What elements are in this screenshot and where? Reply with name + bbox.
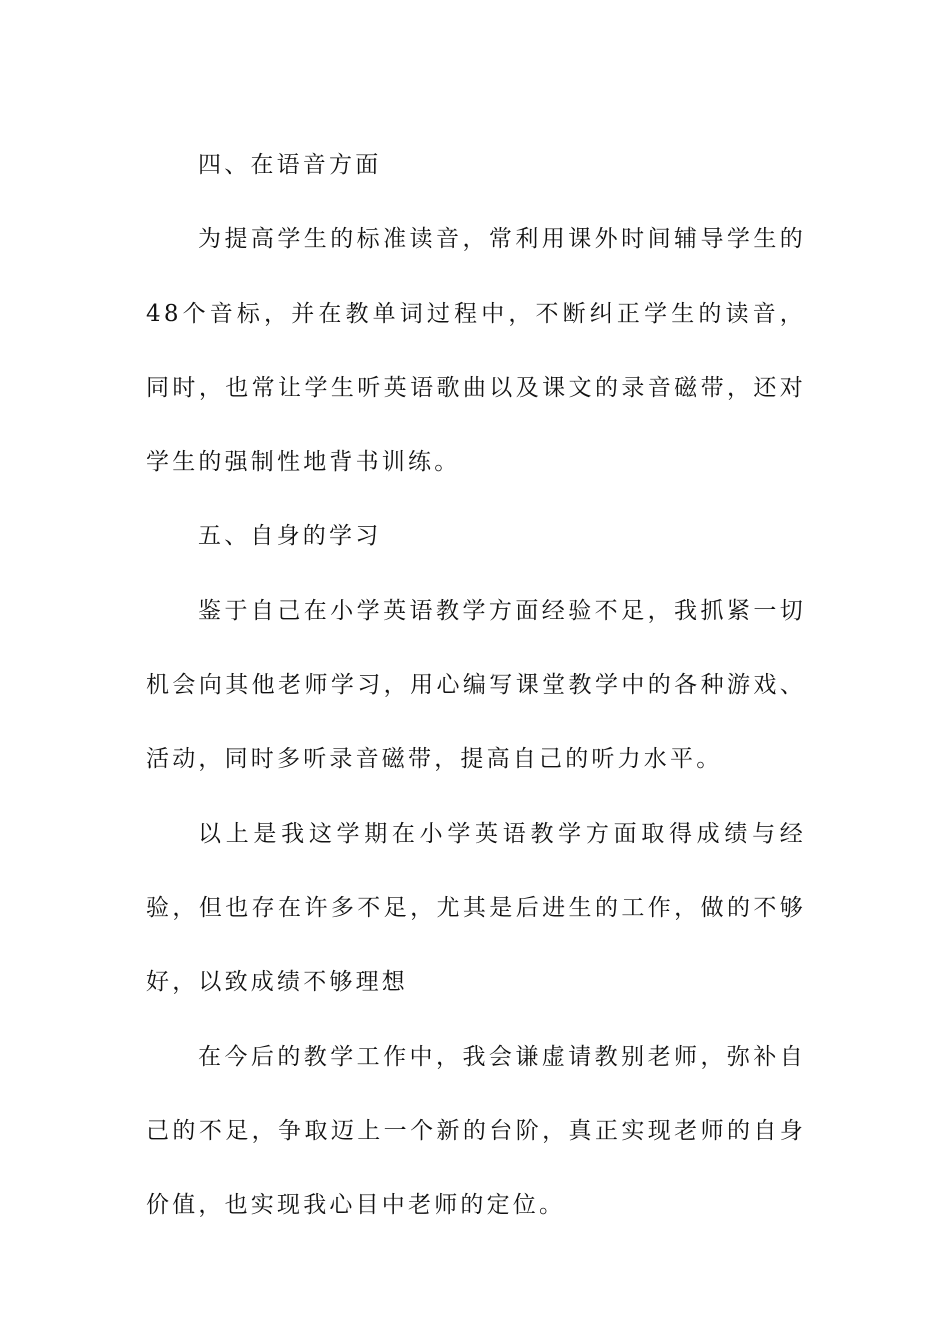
paragraph-self-study: 鉴于自己在小学英语教学方面经验不足，我抓紧一切机会向其他老师学习，用心编写课堂教学中的各种游戏、活动，同时多听录音磁带，提高自己的听力水平。 (146, 597, 806, 773)
paragraph-future-plan: 在今后的教学工作中，我会谦虚请教别老师，弥补自己的不足，争取迈上一个新的台阶，真正实现老师的自身价值，也实现我心目中老师的定位。 (146, 1043, 806, 1219)
document-body (146, 128, 806, 1242)
paragraph-phonetics: 为提高学生的标准读音，常利用课外时间辅导学生的48个音标，并在教单词过程中，不断纠正学生的读音，同时，也常让学生听英语歌曲以及课文的录音磁带，还对学生的强制性地背书训练。 (146, 226, 806, 476)
paragraph-summary: 以上是我这学期在小学英语教学方面取得成绩与经验，但也存在许多不足，尤其是后进生的工作，做的不够好，以致成绩不够理想 (146, 820, 806, 996)
section-heading-self-study: 五、自身的学习 (198, 523, 382, 550)
section-heading-phonetics: 四、在语音方面 (198, 152, 382, 178)
